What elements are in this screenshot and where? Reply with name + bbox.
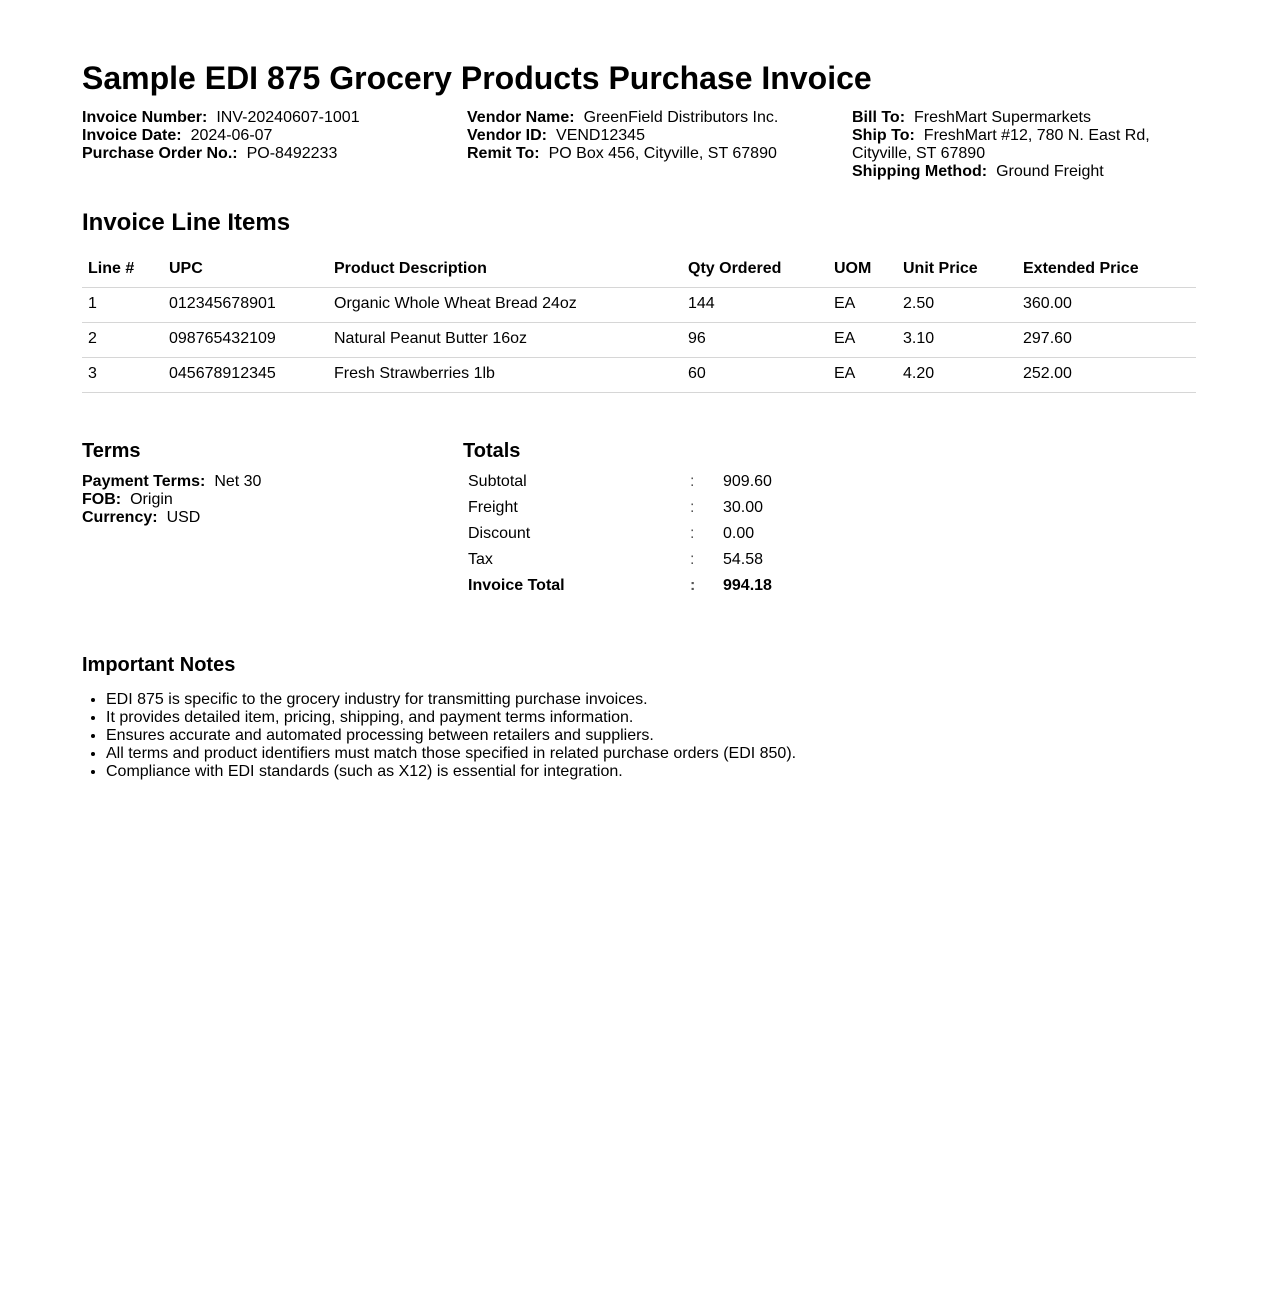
table-cell: Organic Whole Wheat Bread 24oz [328,288,682,323]
column-header: Qty Ordered [682,252,828,288]
totals-section [463,439,777,599]
invoice-info-column [82,109,467,181]
table-cell: 012345678901 [163,288,328,323]
field-label: Invoice Number: [82,109,208,126]
table-cell: 045678912345 [163,358,328,393]
table-cell: 144 [682,288,828,323]
table-cell: 2 [82,323,163,358]
list-item: • It provides detailed item, pricing, shipping, and payment terms information. [106,709,1196,727]
table-cell: 2.50 [897,288,1017,323]
table-row [82,358,1196,393]
field-label: Shipping Method: [852,163,988,180]
notes-heading: Important Notes [82,654,236,676]
tax-row [463,547,777,573]
column-header: Unit Price [897,252,1017,288]
table-cell: 4.20 [897,358,1017,393]
column-header: Extended Price [1017,252,1196,288]
currency-row [82,509,463,527]
remit-to-value: PO Box 456, Cityville, ST 67890 [548,145,777,162]
table-cell: 252.00 [1017,358,1196,393]
line-items-table [82,252,1196,393]
separator: : [690,499,695,516]
list-item: • Compliance with EDI standards (such as X12) is essential for integration. [106,763,1196,781]
page-title: Sample EDI 875 Grocery Products Purchase Invoice [82,60,872,96]
table-cell: 3.10 [897,323,1017,358]
invoice-date-row [82,127,467,145]
vendor-id-value: VEND12345 [556,127,645,144]
terms-and-totals [82,439,1196,599]
table-cell: EA [828,288,897,323]
discount-row [463,521,777,547]
field-label: Vendor Name: [467,109,575,126]
column-header: UPC [163,252,328,288]
subtotal-row [463,469,777,495]
totals-label: Subtotal [468,473,527,490]
invoice-total-value: 994.18 [723,577,772,594]
field-label: Bill To: [852,109,906,126]
currency-value: USD [166,509,201,526]
notes-list [82,691,1196,781]
terms-list [82,473,463,527]
table-row [82,288,1196,323]
invoice-header-info [82,109,1196,181]
table-cell: 96 [682,323,828,358]
table-cell: Fresh Strawberries 1lb [328,358,682,393]
freight-row [463,495,777,521]
totals-label: Tax [468,551,493,568]
table-cell: 1 [82,288,163,323]
column-header: Line # [82,252,163,288]
po-number-row [82,145,467,163]
field-label: Vendor ID: [467,127,548,144]
field-label: FOB: [82,491,122,508]
separator: : [690,525,695,542]
tax-value: 54.58 [723,551,764,568]
notes-section [82,653,1196,781]
totals-label: Discount [468,525,531,542]
table-cell: 360.00 [1017,288,1196,323]
field-label: Purchase Order No.: [82,145,238,162]
separator: : [690,473,695,490]
totals-table [463,469,777,599]
vendor-id-row [467,127,852,145]
vendor-info-column [467,109,852,181]
totals-label: Invoice Total [468,577,565,594]
subtotal-value: 909.60 [723,473,772,490]
freight-value: 30.00 [723,499,764,516]
table-cell: Natural Peanut Butter 16oz [328,323,682,358]
field-label: Invoice Date: [82,127,182,144]
invoice-number-value: INV-20240607-1001 [216,109,360,126]
separator: : [690,577,696,594]
list-item: • EDI 875 is specific to the grocery industry for transmitting purchase invoices. [106,691,1196,709]
column-header: Product Description [328,252,682,288]
remit-to-row [467,145,852,163]
invoice-total-row [463,573,777,599]
table-cell: EA [828,358,897,393]
bill-to-row [852,109,1182,127]
line-items-heading: Invoice Line Items [82,209,291,236]
po-number-value: PO-8492233 [246,145,338,162]
field-label: Currency: [82,509,158,526]
shipping-method-value: Ground Freight [996,163,1104,180]
ship-to-row [852,127,1182,163]
discount-value: 0.00 [723,525,755,542]
column-header: UOM [828,252,897,288]
invoice-number-row [82,109,467,127]
vendor-name-row [467,109,852,127]
table-cell: 3 [82,358,163,393]
shipping-info-column [852,109,1182,181]
ship-to-value: FreshMart #12, 780 N. East Rd, Cityville, ST 67890 [852,127,1150,162]
vendor-name-value: GreenField Distributors Inc. [583,109,779,126]
field-label: Payment Terms: [82,473,206,490]
list-item: • All terms and product identifiers must match those specified in related purchase orders (EDI 850). [106,745,1196,763]
table-row [82,323,1196,358]
invoice-date-value: 2024-06-07 [190,127,273,144]
list-item: • Ensures accurate and automated processing between retailers and suppliers. [106,727,1196,745]
field-label: Remit To: [467,145,540,162]
table-cell: 098765432109 [163,323,328,358]
totals-heading: Totals [463,440,521,462]
field-label: Ship To: [852,127,915,144]
terms-section [82,439,463,599]
table-cell: 297.60 [1017,323,1196,358]
bill-to-value: FreshMart Supermarkets [914,109,1091,126]
separator: : [690,551,695,568]
table-cell: 60 [682,358,828,393]
fob-row [82,491,463,509]
payment-terms-value: Net 30 [214,473,262,490]
fob-value: Origin [130,491,173,508]
terms-heading: Terms [82,440,141,462]
totals-label: Freight [468,499,518,516]
table-header-row [82,252,1196,288]
payment-terms-row [82,473,463,491]
shipping-method-row [852,163,1182,181]
table-cell: EA [828,323,897,358]
